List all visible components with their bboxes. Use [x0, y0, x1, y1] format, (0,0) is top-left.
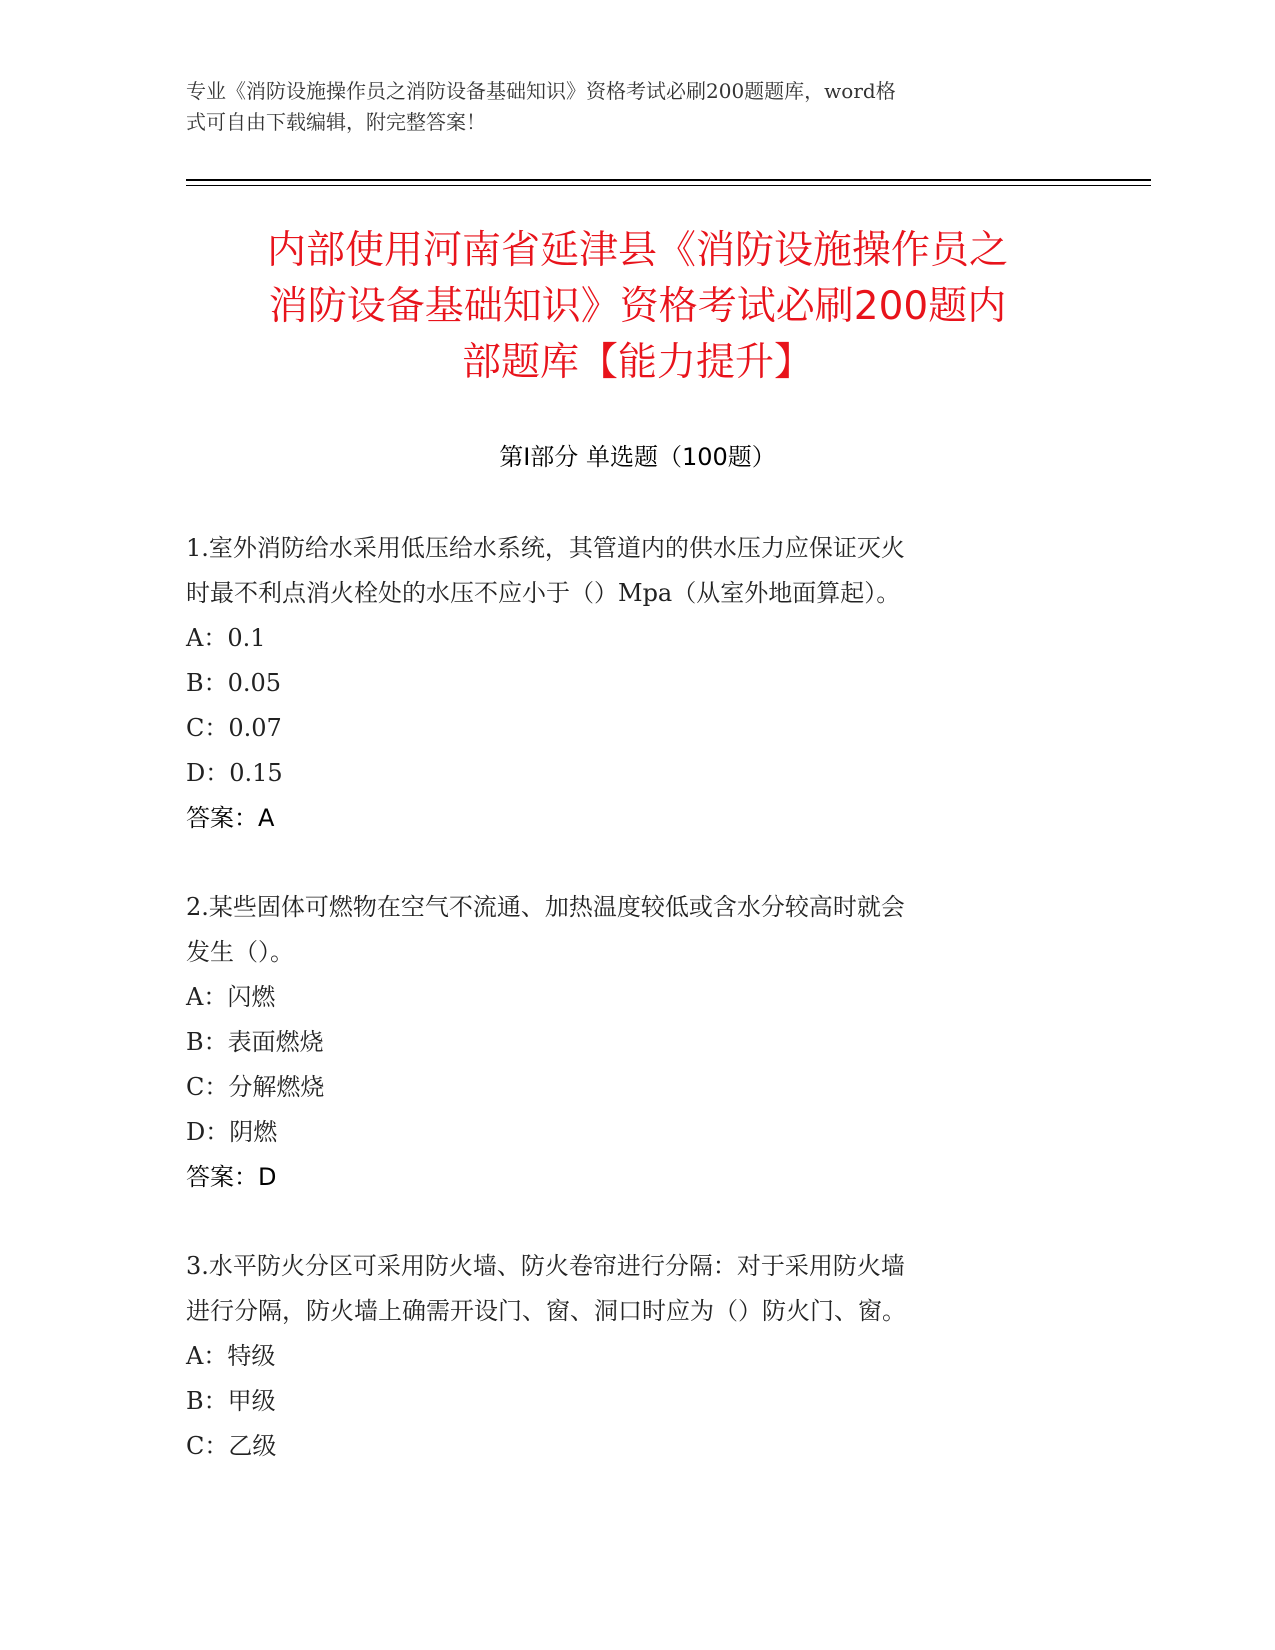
header-line-2: 式可自由下载编辑，附完整答案！ — [186, 110, 486, 134]
option-d: D：阴燃 — [186, 1118, 278, 1146]
header-line-1: 专业《消防设施操作员之消防设备基础知识》资格考试必刷200题题库，word格 — [186, 79, 896, 103]
question-stem: 3.水平防火分区可采用防火墙、防火卷帘进行分隔：对于采用防火墙 — [186, 1252, 905, 1280]
option-c: C：分解燃烧 — [186, 1073, 325, 1101]
answer: 答案：A — [186, 804, 275, 832]
option-a: A：0.1 — [186, 624, 266, 652]
question-stem-cont: 时最不利点消火栓处的水压不应小于（）Mpa（从室外地面算起）。 — [186, 579, 901, 607]
title-line-2: 消防设备基础知识》资格考试必刷200题内 — [268, 284, 1007, 329]
option-b: B：甲级 — [186, 1387, 276, 1415]
option-c: C：0.07 — [186, 714, 282, 742]
answer: 答案：D — [186, 1163, 277, 1191]
header-divider-thin — [186, 185, 1151, 186]
question-2 — [186, 885, 1066, 1200]
option-d: D：0.15 — [186, 759, 283, 787]
page-header — [186, 76, 1086, 138]
title-line-3: 部题库【能力提升】 — [461, 340, 813, 385]
header-divider-thick — [186, 179, 1151, 181]
question-list — [186, 526, 1066, 1513]
question-stem: 1.室外消防给水采用低压给水系统，其管道内的供水压力应保证灭火 — [186, 534, 905, 562]
question-stem-cont: 发生（）。 — [186, 938, 294, 966]
question-1 — [186, 526, 1066, 841]
option-c: C：乙级 — [186, 1432, 277, 1460]
option-a: A：特级 — [186, 1342, 276, 1370]
question-stem-cont: 进行分隔，防火墙上确需开设门、窗、洞口时应为（）防火门、窗。 — [186, 1297, 906, 1325]
question-stem: 2.某些固体可燃物在空气不流通、加热温度较低或含水分较高时就会 — [186, 893, 905, 921]
question-3 — [186, 1244, 1066, 1469]
document-title — [150, 223, 1125, 391]
option-a: A：闪燃 — [186, 983, 276, 1011]
option-b: B：0.05 — [186, 669, 282, 697]
option-b: B：表面燃烧 — [186, 1028, 324, 1056]
title-line-1: 内部使用河南省延津县《消防设施操作员之 — [266, 228, 1008, 273]
section-heading: 第Ⅰ部分 单选题（100题） — [499, 443, 776, 471]
